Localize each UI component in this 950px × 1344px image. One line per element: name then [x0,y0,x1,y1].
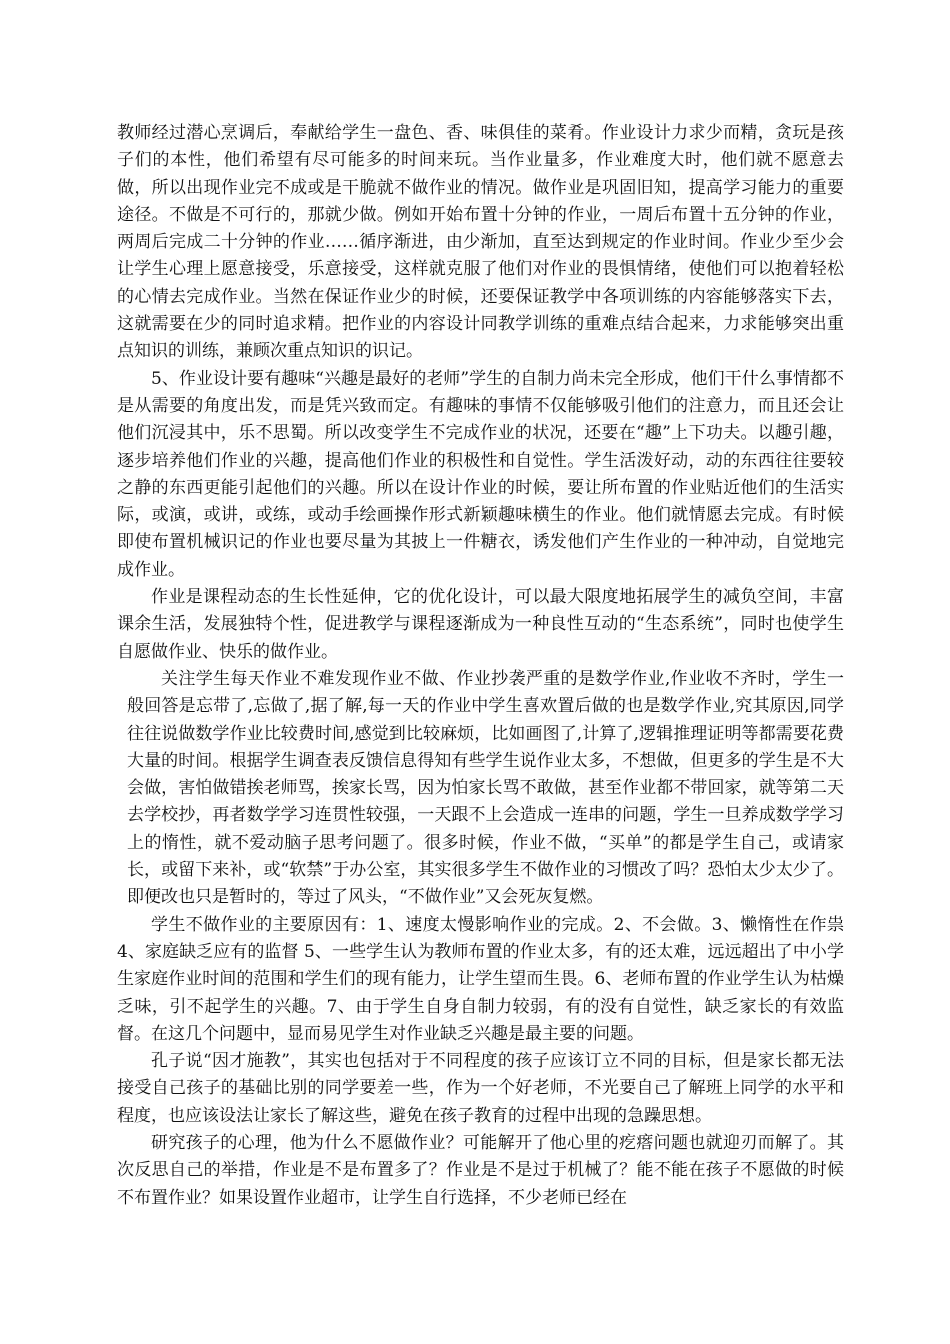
document-body [117,120,844,1212]
paragraph-5: 学生不做作业的主要原因有：1、速度太慢影响作业的完成。2、不会做。3、懒惰性在作祟 4、家庭缺乏应有的监督 5、一些学生认为教师布置的作业太多，有的还太难，远远超出了中小学生家庭作业时间的范围和学生们的现有能力，让学生望而生畏。6、老师布置的作业学生认为枯燥乏味，引不起学生的兴趣。7、由于学生自身自制力较弱，有的没有自觉性，缺乏家长的有效监督。在这几个问题中，显而易见学生对作业缺乏兴趣是最主要的问题。 [117,914,844,1044]
paragraph-1: 教师经过潜心烹调后，奉献给学生一盘色、香、味俱佳的菜肴。作业设计力求少而精，贪玩是孩子们的本性，他们希望有尽可能多的时间来玩。当作业量多，作业难度大时，他们就不愿意去做，所以出现作业完不成或是干脆就不做作业的情况。做作业是巩固旧知，提高学习能力的重要途径。不做是不可行的，那就少做。例如开始布置十分钟的作业，一周后布置十五分钟的作业，两周后完成二十分钟的作业……循序渐进，由少渐加，直至达到规定的作业时间。作业少至少会让学生心理上愿意接受，乐意接受，这样就克服了他们对作业的畏惧情绪，使他们可以抱着轻松的心情去完成作业。当然在保证作业少的时候，还要保证教学中各项训练的内容能够落实下去，这就需要在少的同时追求精。把作业的内容设计同教学训练的重难点结合起来，力求能够突出重点知识的训练，兼顾次重点知识的识记。 [117,123,844,362]
paragraph-6: 孔子说“因才施教”，其实也包括对于不同程度的孩子应该订立不同的目标，但是家长都无法接受自己孩子的基础比别的同学要差一些，作为一个好老师，不光要自己了解班上同学的水平和程度，也应该设法让家长了解这些，避免在孩子教育的过程中出现的急躁思想。 [117,1051,844,1126]
paragraph-4: 关注学生每天作业不难发现作业不做、作业抄袭严重的是数学作业,作业收不齐时，学生一般回答是忘带了,忘做了,据了解,每一天的作业中学生喜欢置后做的也是数学作业,究其原因,同学往往说做数学作业比较费时间,感觉到比较麻烦，比如画图了,计算了,逻辑推理证明等都需要花费大量的时间。根据学生调查表反馈信息得知有些学生说作业太多，不想做，但更多的学生是不大会做，害怕做错挨老师骂，挨家长骂，因为怕家长骂不敢做，甚至作业都不带回家，就等第二天去学校抄，再者数学学习连贯性较强，一天跟不上会造成一连串的问题，学生一旦养成数学学习上的惰性，就不爱动脑子思考问题了。很多时候，作业不做，“买单”的都是学生自己，或请家长，或留下来补，或“软禁”于办公室，其实很多学生不做作业的习惯改了吗？恐怕太少太少了。即便改也只是暂时的，等过了风头，“不做作业”又会死灰复燃。 [127,668,844,908]
paragraph-2: 5、作业设计要有趣味“兴趣是最好的老师”学生的自制力尚未完全形成，他们干什么事情都不是从需要的角度出发，而是凭兴致而定。有趣味的事情不仅能够吸引他们的注意力，而且还会让他们沉浸其中，乐不思蜀。所以改变学生不完成作业的状况，还要在“趣”上下功夫。以趣引趣，逐步培养他们作业的兴趣，提高他们作业的积极性和自觉性。学生活泼好动，动的东西往往要较之静的东西更能引起他们的兴趣。所以在设计作业的时候，要让所布置的作业贴近他们的生活实际，或演，或讲，或练，或动手绘画操作形式新颖趣味横生的作业。他们就情愿去完成。有时候即使布置机械识记的作业也要尽量为其披上一件糖衣，诱发他们产生作业的一种冲动，自觉地完成作业。 [117,368,844,580]
paragraph-7: 研究孩子的心理，他为什么不愿做作业？可能解开了他心里的疙瘩问题也就迎刃而解了。其次反思自己的举措，作业是不是布置多了？作业是不是过于机械了？能不能在孩子不愿做的时候不布置作业？如果设置作业超市，让学生自行选择，不少老师已经在 [117,1132,844,1208]
paragraph-3: 作业是课程动态的生长性延伸，它的优化设计，可以最大限度地拓展学生的减负空间，丰富课余生活，发展独特个性，促进教学与课程逐渐成为一种良性互动的“生态系统”，同时也使学生自愿做作业、快乐的做作业。 [117,587,844,662]
